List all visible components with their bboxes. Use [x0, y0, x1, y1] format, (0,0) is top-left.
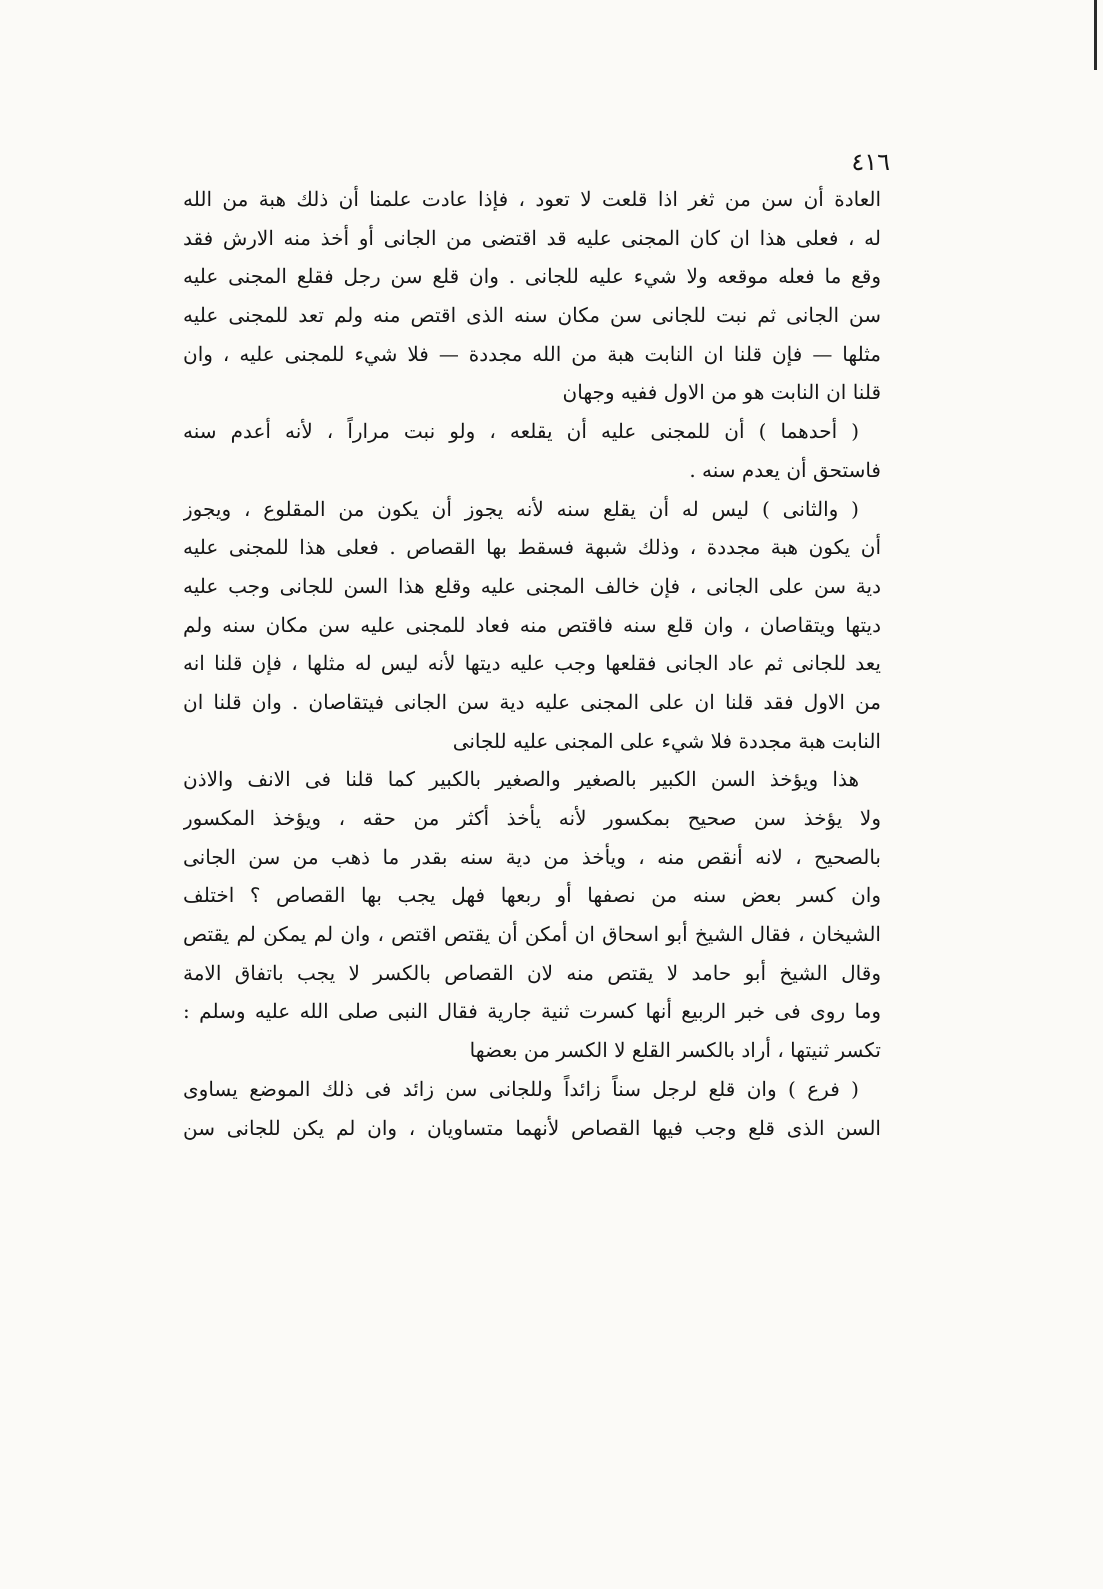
- text-line: النابت هبة مجددة فلا شيء على المجنى عليه للجانى: [452, 728, 881, 753]
- text-line: تكسر ثنيتها ، أراد بالكسر القلع لا الكسر من بعضها: [469, 1038, 881, 1063]
- text-line: ( أحدهما ) أن للمجنى عليه أن يقلعه ، ولو نبت مراراً ، لأنه أعدم سنه: [183, 419, 859, 444]
- text-line: يعد للجانى ثم عاد الجانى فقلعها وجب عليه ديتها لأنه ليس له مثلها ، فإن قلنا انه: [183, 651, 881, 676]
- body-text: [183, 180, 881, 1147]
- text-line: ( فرع ) وان قلع لرجل سناً زائداً وللجانى سن زائد فى ذلك الموضع يساوى: [183, 1076, 859, 1101]
- text-line: هذا ويؤخذ السن الكبير بالصغير والصغير بالكبير كما قلنا فى الانف والاذن: [183, 767, 859, 792]
- text-line: ( والثانى ) ليس له أن يقلع سنه لأنه يجوز أن يكون من المقلوع ، ويجوز: [183, 496, 859, 521]
- text-line: دية سن على الجانى ، فإن خالف المجنى عليه وقلع هذا السن للجانى وجب عليه: [183, 573, 881, 598]
- text-line: أن يكون هبة مجددة ، وذلك شبهة فسقط بها القصاص . فعلى هذا للمجنى عليه: [183, 535, 881, 560]
- text-line: ولا يؤخذ سن صحيح بمكسور لأنه يأخذ أكثر من حقه ، ويؤخذ المكسور: [183, 806, 881, 830]
- page-edge-mark: [1094, 0, 1097, 70]
- text-line: وقال الشيخ أبو حامد لا يقتص منه لان القصاص بالكسر لا يجب باتفاق الامة: [183, 960, 881, 985]
- text-line: سن الجانى ثم نبت للجانى سن مكان سنه الذى اقتص منه ولم تعد للمجنى عليه: [183, 303, 881, 328]
- text-line: من الاول فقد قلنا ان على المجنى عليه دية سن الجانى فيتقاصان . وان قلنا ان: [183, 689, 881, 714]
- text-line: العادة أن سن من ثغر اذا قلعت لا تعود ، فإذا عادت علمنا أن ذلك هبة من الله: [183, 187, 881, 211]
- page-number: ٤١٦: [851, 148, 890, 176]
- text-line: ديتها ويتقاصان ، وان قلع سنه فاقتص منه فعاد للمجنى عليه سن مكان سنه ولم: [183, 612, 881, 637]
- text-line: قلنا ان النابت هو من الاول ففيه وجهان: [562, 380, 881, 405]
- text-line: وما روى فى خبر الربيع أنها كسرت ثنية جارية فقال النبى صلى الله عليه وسلم :: [183, 999, 881, 1024]
- text-line: فاستحق أن يعدم سنه .: [689, 457, 881, 482]
- text-line: مثلها — فإن قلنا ان النابت هبة من الله مجددة — فلا شيء للمجنى عليه ، وان: [183, 341, 881, 366]
- text-line: له ، فعلى هذا ان كان المجنى عليه قد اقتضى من الجانى أو أخذ منه الارش فقد: [183, 225, 881, 250]
- text-line: بالصحيح ، لانه أنقص منه ، ويأخذ من دية سنه بقدر ما ذهب من سن الجانى: [183, 844, 881, 869]
- text-line: وان كسر بعض سنه من نصفها أو ربعها فهل يجب بها القصاص ؟ اختلف: [183, 883, 881, 908]
- text-line: السن الذى قلع وجب فيها القصاص لأنهما متساويان ، وان لم يكن للجانى سن: [183, 1115, 881, 1140]
- text-line: الشيخان ، فقال الشيخ أبو اسحاق ان أمكن أن يقتص اقتص ، وان لم يمكن لم يقتص: [183, 922, 881, 947]
- text-line: وقع ما فعله موقعه ولا شيء عليه للجانى . وان قلع سن رجل فقلع المجنى عليه: [183, 264, 881, 289]
